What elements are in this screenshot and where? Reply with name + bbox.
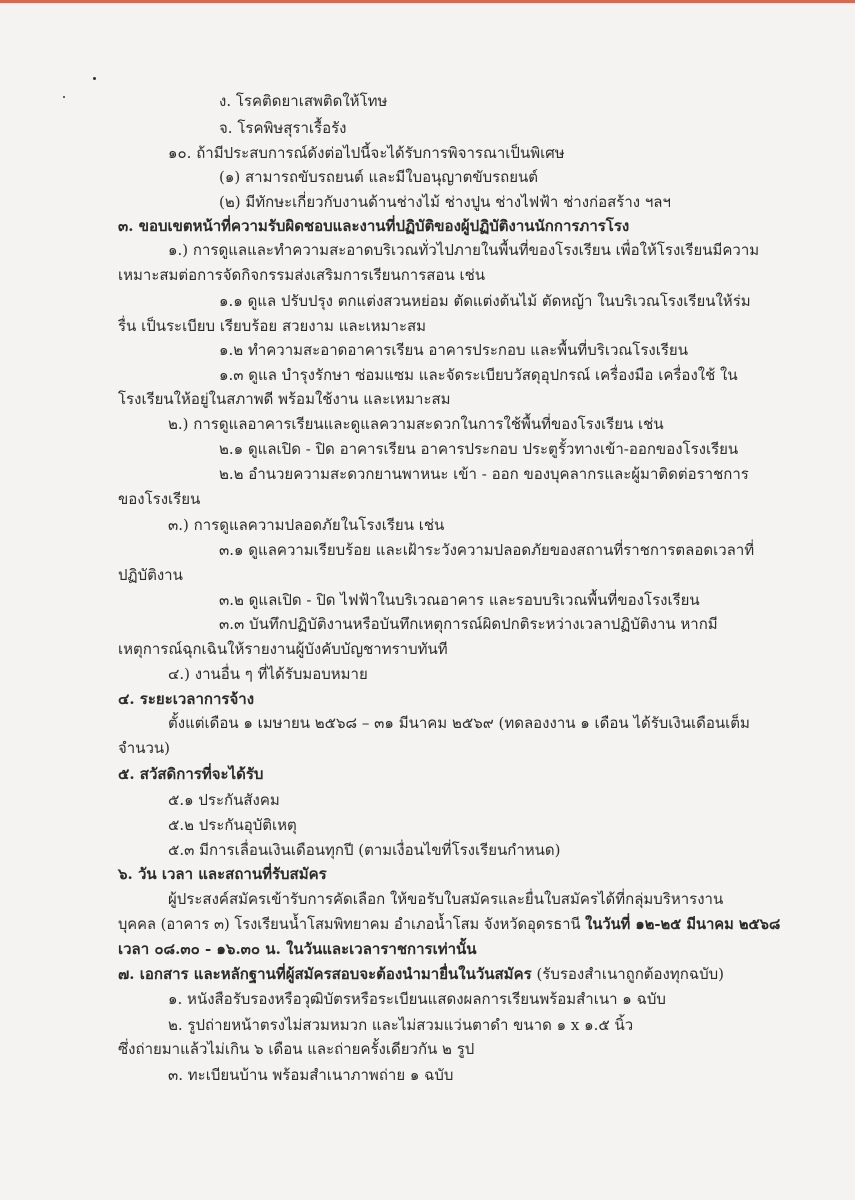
scan-speck <box>63 96 65 98</box>
paragraph-line: ซึ่งถ่ายมาแล้วไม่เกิน ๖ เดือน และถ่ายครั้งเดียวกัน ๒ รูป <box>118 1040 475 1058</box>
paragraph-line: ๓.๑ ดูแลความเรียบร้อย และเฝ้าระวังความปลอดภัยของสถานที่ราชการตลอดเวลาที่ <box>219 541 755 559</box>
list-item: ๒. รูปถ่ายหน้าตรงไม่สวมหมวก และไม่สวมแว่นตาดำ ขนาด ๑ x ๑.๕ นิ้ว <box>168 1016 634 1034</box>
paragraph-line: ของโรงเรียน <box>118 490 201 508</box>
section-heading: ๗. เอกสาร และหลักฐานที่ผู้สมัครสอบจะต้องนำมายื่นในวันสมัคร <box>118 965 532 983</box>
paragraph-line: ๒.) การดูแลอาคารเรียนและดูแลความสะดวกในการใช้พื้นที่ของโรงเรียน เช่น <box>168 415 664 433</box>
paragraph-line: ๔.) งานอื่น ๆ ที่ได้รับมอบหมาย <box>168 665 368 683</box>
paragraph-line: เหตุการณ์ฉุกเฉินให้รายงานผู้บังคับบัญชาทราบทันที <box>118 640 448 658</box>
section-heading: ๕. สวัสดิการที่จะได้รับ <box>118 765 264 783</box>
date-emphasis: ในวันที่ ๑๒-๒๕ มีนาคม ๒๕๖๘ <box>585 915 781 933</box>
paragraph-line: ๓.) การดูแลความปลอดภัยในโรงเรียน เช่น <box>168 516 445 534</box>
list-item: ๑๐. ถ้ามีประสบการณ์ดังต่อไปนี้จะได้รับการพิจารณาเป็นพิเศษ <box>168 144 565 162</box>
paragraph-line: รื่น เป็นระเบียบ เรียบร้อย สวยงาม และเหมาะสม <box>118 317 427 335</box>
list-item: ๕.๑ ประกันสังคม <box>168 791 280 809</box>
section-heading-row <box>118 963 724 985</box>
paragraph-line: ๑.๒ ทำความสะอาดอาคารเรียน อาคารประกอบ และพื้นที่บริเวณโรงเรียน <box>219 341 688 359</box>
paragraph-line <box>118 913 780 935</box>
paragraph-line: ๒.๒ อำนวยความสะดวกยานพาหนะ เข้า - ออก ของบุคลากรและผู้มาติดต่อราชการ <box>219 465 749 483</box>
paragraph-line: ๓.๓ บันทึกปฏิบัติงานหรือบันทึกเหตุการณ์ผิดปกติระหว่างเวลาปฏิบัติงาน หากมี <box>219 615 718 633</box>
paragraph-line: ๓.๒ ดูแลเปิด - ปิด ไฟฟ้าในบริเวณอาคาร และรอบบริเวณพื้นที่ของโรงเรียน <box>219 591 700 609</box>
time-emphasis: เวลา ๐๘.๓๐ - ๑๖.๓๐ น. ในวันและเวลาราชการเท่านั้น <box>118 940 477 958</box>
paragraph-text: บุคคล (อาคาร ๓) โรงเรียนน้ำโสมพิทยาคม อำเภอน้ำโสม จังหวัดอุดรธานี <box>118 915 586 933</box>
paragraph-line: จำนวน) <box>118 739 170 757</box>
heading-note: (รับรองสำเนาถูกต้องทุกฉบับ) <box>531 965 724 983</box>
list-item: จ. โรคพิษสุราเรื้อรัง <box>219 119 347 137</box>
list-item: ๓. ทะเบียนบ้าน พร้อมสำเนาภาพถ่าย ๑ ฉบับ <box>168 1066 454 1084</box>
list-item: ๕.๓ มีการเลื่อนเงินเดือนทุกปี (ตามเงื่อนไขที่โรงเรียนกำหนด) <box>168 841 561 859</box>
paragraph-line: โรงเรียนให้อยู่ในสภาพดี พร้อมใช้งาน และเหมาะสม <box>118 390 451 408</box>
section-heading: ๖. วัน เวลา และสถานที่รับสมัคร <box>118 865 327 883</box>
list-item: (๑) สามารถขับรถยนต์ และมีใบอนุญาตขับรถยนต์ <box>219 168 539 186</box>
section-heading: ๔. ระยะเวลาการจ้าง <box>118 690 255 708</box>
paragraph-line: ผู้ประสงค์สมัครเข้ารับการคัดเลือก ให้ขอรับใบสมัครและยื่นใบสมัครได้ที่กลุ่มบริหารงาน <box>168 890 724 908</box>
list-item: ๕.๒ ประกันอุบัติเหตุ <box>168 816 297 834</box>
paragraph-line: ๒.๑ ดูแลเปิด - ปิด อาคารเรียน อาคารประกอบ ประตูรั้วทางเข้า-ออกของโรงเรียน <box>219 440 739 458</box>
paragraph-line: ตั้งแต่เดือน ๑ เมษายน ๒๕๖๘ – ๓๑ มีนาคม ๒๕๖๙ (ทดลองงาน ๑ เดือน ได้รับเงินเดือนเต็ม <box>168 714 750 732</box>
list-item: (๒) มีทักษะเกี่ยวกับงานด้านช่างไม้ ช่างปูน ช่างไฟฟ้า ช่างก่อสร้าง ฯลฯ <box>219 193 671 211</box>
paragraph-line: ๑.๓ ดูแล บำรุงรักษา ซ่อมแซม และจัดระเบียบวัสดุอุปกรณ์ เครื่องมือ เครื่องใช้ ใน <box>219 366 738 384</box>
paragraph-line: ๑.) การดูแลและทำความสะอาดบริเวณทั่วไปภายในพื้นที่ของโรงเรียน เพื่อให้โรงเรียนมีความ <box>168 241 760 259</box>
scan-speck <box>93 77 96 80</box>
section-heading: ๓. ขอบเขตหน้าที่ความรับผิดชอบและงานที่ปฏิบัติของผู้ปฏิบัติงานนักการภารโรง <box>118 217 630 235</box>
list-item: ๑. หนังสือรับรองหรือวุฒิบัตรหรือระเบียนแสดงผลการเรียนพร้อมสำเนา ๑ ฉบับ <box>168 990 666 1008</box>
paragraph-line: ๑.๑ ดูแล ปรับปรุง ตกแต่งสวนหย่อม ตัดแต่งต้นไม้ ตัดหญ้า ในบริเวณโรงเรียนให้ร่ม <box>219 292 751 310</box>
paragraph-line: เหมาะสมต่อการจัดกิจกรรมส่งเสริมการเรียนการสอน เช่น <box>118 266 486 284</box>
paragraph-line: ปฏิบัติงาน <box>118 566 183 584</box>
list-item: ง. โรคติดยาเสพติดให้โทษ <box>219 92 388 110</box>
